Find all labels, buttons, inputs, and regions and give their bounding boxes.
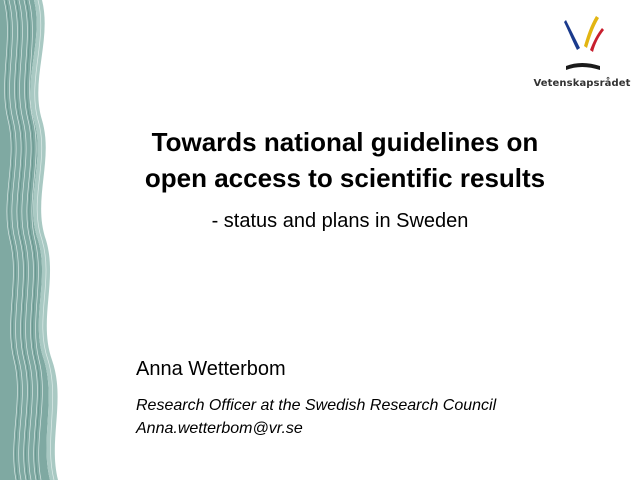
author-email: Anna.wetterbom@vr.se: [136, 420, 303, 437]
author-name: Anna Wetterbom: [136, 358, 286, 380]
vetenskapsradet-logo: [532, 8, 632, 94]
vetenskapsradet-logo-icon: [560, 12, 604, 74]
slide-subtitle: - status and plans in Sweden: [211, 210, 469, 232]
logo-text: Vetenskapsrådet: [533, 78, 631, 89]
decorative-wave-band: [0, 0, 80, 480]
author-affiliation: Research Officer at the Swedish Research Council: [136, 397, 497, 414]
slide-title: [90, 124, 600, 196]
slide-title-line-2: open access to scientific results: [144, 163, 546, 193]
slide-title-line-1: Towards national guidelines on: [151, 127, 539, 157]
